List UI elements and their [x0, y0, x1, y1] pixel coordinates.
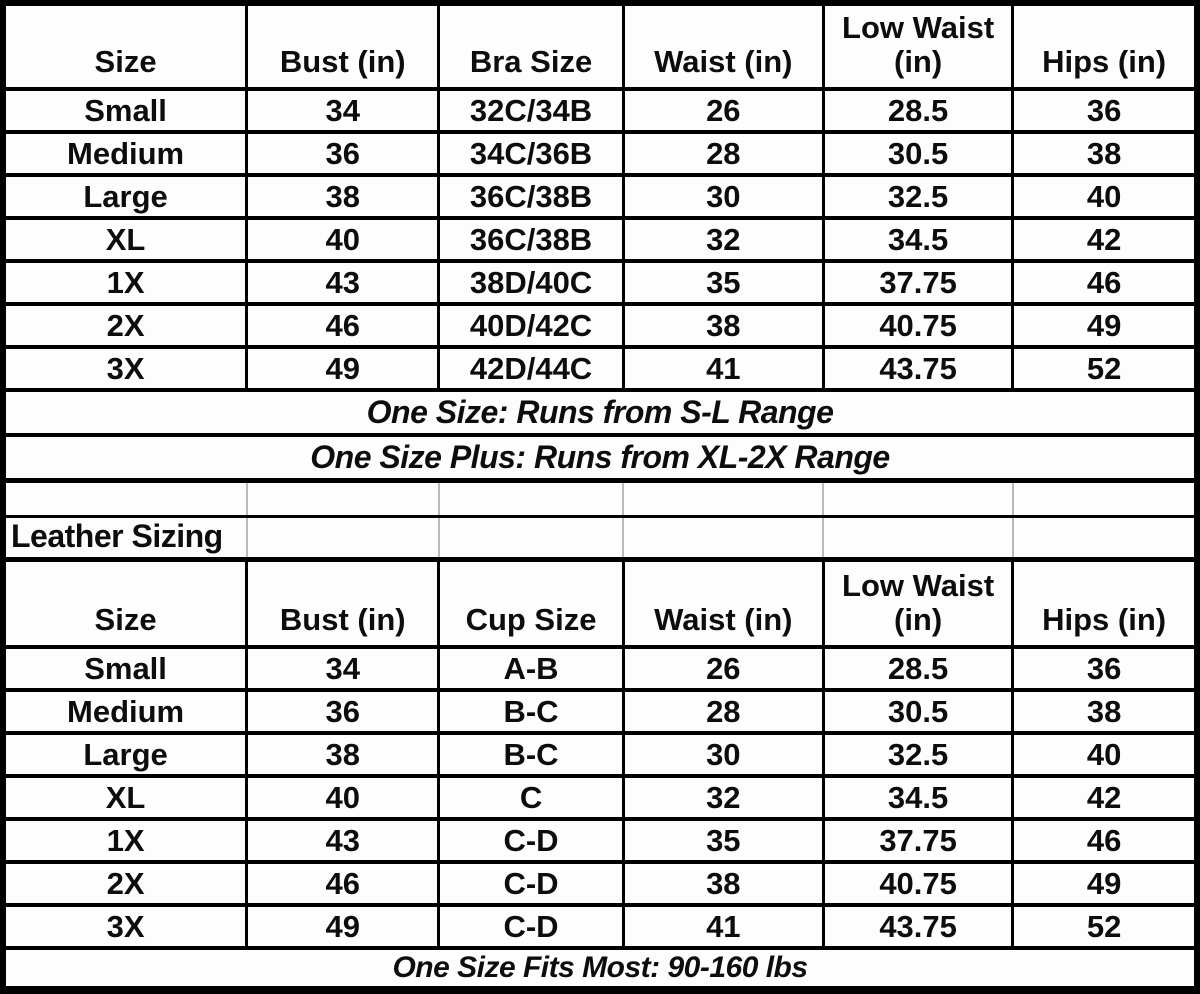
table-cell: 34: [247, 647, 439, 690]
table-row: [3, 733, 1197, 776]
leather-header-row: [3, 559, 1197, 647]
empty-cell: [823, 516, 1012, 559]
table-cell: 34C/36B: [439, 132, 623, 175]
apparel-notes-and-leather-section: [3, 390, 1197, 647]
table-cell: 28: [623, 690, 823, 733]
table-cell: 49: [1013, 304, 1197, 347]
table-cell: 49: [1013, 862, 1197, 905]
empty-cell: [623, 516, 823, 559]
table-cell: 46: [247, 862, 439, 905]
table-cell: Small: [3, 647, 247, 690]
empty-cell: [439, 516, 623, 559]
one-size-plus-note-row: [3, 435, 1197, 480]
table-cell: 46: [247, 304, 439, 347]
table-row: [3, 862, 1197, 905]
table-cell: 38: [247, 175, 439, 218]
empty-cell: [247, 516, 439, 559]
column-header-cup-size: Cup Size: [439, 559, 623, 647]
table-cell: 2X: [3, 304, 247, 347]
table-cell: 2X: [3, 862, 247, 905]
leather-notes: [3, 948, 1197, 986]
table-row: [3, 218, 1197, 261]
table-cell: XL: [3, 218, 247, 261]
column-header-bust: Bust (in): [247, 3, 439, 89]
table-cell: 30.5: [823, 132, 1012, 175]
table-cell: 32C/34B: [439, 89, 623, 132]
table-cell: 40D/42C: [439, 304, 623, 347]
column-header-bust: Bust (in): [247, 559, 439, 647]
one-size-note: One Size: Runs from S-L Range: [3, 390, 1197, 435]
table-cell: 34.5: [823, 776, 1012, 819]
column-header-hips: Hips (in): [1013, 3, 1197, 89]
table-cell: XL: [3, 776, 247, 819]
empty-cell: [3, 480, 247, 516]
table-row: [3, 175, 1197, 218]
table-row: [3, 261, 1197, 304]
table-cell: 40: [247, 218, 439, 261]
column-header-waist: Waist (in): [623, 559, 823, 647]
bottom-black-bar: [0, 986, 1200, 994]
table-cell: C: [439, 776, 623, 819]
empty-cell: [1013, 516, 1197, 559]
one-size-fits-most-note: One Size Fits Most: 90-160 lbs: [3, 948, 1197, 986]
empty-cell: [823, 480, 1012, 516]
table-row: [3, 347, 1197, 390]
table-cell: 41: [623, 347, 823, 390]
table-cell: C-D: [439, 862, 623, 905]
table-cell: 41: [623, 905, 823, 948]
table-cell: 28: [623, 132, 823, 175]
table-cell: Small: [3, 89, 247, 132]
table-cell: C-D: [439, 905, 623, 948]
table-cell: Large: [3, 175, 247, 218]
column-header-hips: Hips (in): [1013, 559, 1197, 647]
table-row: [3, 304, 1197, 347]
table-cell: 38: [623, 304, 823, 347]
table-cell: 3X: [3, 905, 247, 948]
table-cell: 42D/44C: [439, 347, 623, 390]
column-header-low-waist: Low Waist (in): [823, 3, 1012, 89]
empty-cell: [247, 480, 439, 516]
table-cell: B-C: [439, 690, 623, 733]
leather-section-row: [3, 516, 1197, 559]
table-cell: 36C/38B: [439, 218, 623, 261]
table-cell: Medium: [3, 132, 247, 175]
one-size-plus-note: One Size Plus: Runs from XL-2X Range: [3, 435, 1197, 480]
column-header-size: Size: [3, 559, 247, 647]
table-cell: 46: [1013, 261, 1197, 304]
table-cell: Medium: [3, 690, 247, 733]
table-row: [3, 905, 1197, 948]
table-cell: 32: [623, 218, 823, 261]
apparel-header-row: [3, 3, 1197, 89]
table-cell: 40.75: [823, 862, 1012, 905]
table-cell: 42: [1013, 218, 1197, 261]
table-cell: 43: [247, 819, 439, 862]
one-size-note-row: [3, 390, 1197, 435]
column-header-waist: Waist (in): [623, 3, 823, 89]
table-cell: 32: [623, 776, 823, 819]
table-cell: 43.75: [823, 905, 1012, 948]
table-cell: Large: [3, 733, 247, 776]
table-cell: 37.75: [823, 819, 1012, 862]
table-cell: 40: [1013, 733, 1197, 776]
empty-cell: [623, 480, 823, 516]
table-row: [3, 819, 1197, 862]
table-cell: C-D: [439, 819, 623, 862]
table-cell: 36: [1013, 89, 1197, 132]
table-cell: 43.75: [823, 347, 1012, 390]
column-header-bra-size: Bra Size: [439, 3, 623, 89]
table-cell: 43: [247, 261, 439, 304]
column-header-size: Size: [3, 3, 247, 89]
table-cell: 40.75: [823, 304, 1012, 347]
table-cell: 38: [623, 862, 823, 905]
apparel-table-body: [3, 89, 1197, 390]
table-row: [3, 89, 1197, 132]
apparel-header: [3, 3, 1197, 89]
table-cell: 38: [1013, 690, 1197, 733]
table-row: [3, 647, 1197, 690]
table-row: [3, 690, 1197, 733]
table-cell: 30.5: [823, 690, 1012, 733]
table-cell: 26: [623, 647, 823, 690]
table-cell: 36: [247, 132, 439, 175]
table-cell: 46: [1013, 819, 1197, 862]
table-cell: 38: [1013, 132, 1197, 175]
table-cell: A-B: [439, 647, 623, 690]
table-cell: 40: [1013, 175, 1197, 218]
leather-sizing-label: Leather Sizing: [3, 516, 247, 559]
table-cell: 37.75: [823, 261, 1012, 304]
table-cell: 1X: [3, 819, 247, 862]
table-cell: 3X: [3, 347, 247, 390]
table-cell: 36: [247, 690, 439, 733]
table-cell: 34: [247, 89, 439, 132]
table-cell: B-C: [439, 733, 623, 776]
table-cell: 52: [1013, 905, 1197, 948]
table-cell: 36C/38B: [439, 175, 623, 218]
table-cell: 30: [623, 175, 823, 218]
table-cell: 26: [623, 89, 823, 132]
table-cell: 1X: [3, 261, 247, 304]
table-cell: 32.5: [823, 733, 1012, 776]
empty-row: [3, 480, 1197, 516]
table-row: [3, 776, 1197, 819]
table-cell: 35: [623, 261, 823, 304]
table-cell: 38: [247, 733, 439, 776]
empty-cell: [439, 480, 623, 516]
table-cell: 42: [1013, 776, 1197, 819]
table-cell: 34.5: [823, 218, 1012, 261]
one-size-fits-most-row: [3, 948, 1197, 986]
table-cell: 35: [623, 819, 823, 862]
table-cell: 30: [623, 733, 823, 776]
empty-cell: [1013, 480, 1197, 516]
column-header-low-waist: Low Waist (in): [823, 559, 1012, 647]
table-cell: 38D/40C: [439, 261, 623, 304]
table-cell: 28.5: [823, 89, 1012, 132]
table-cell: 40: [247, 776, 439, 819]
table-row: [3, 132, 1197, 175]
table-cell: 32.5: [823, 175, 1012, 218]
table-cell: 52: [1013, 347, 1197, 390]
leather-table-body: [3, 647, 1197, 948]
table-cell: 36: [1013, 647, 1197, 690]
table-cell: 49: [247, 905, 439, 948]
table-cell: 49: [247, 347, 439, 390]
table-cell: 28.5: [823, 647, 1012, 690]
